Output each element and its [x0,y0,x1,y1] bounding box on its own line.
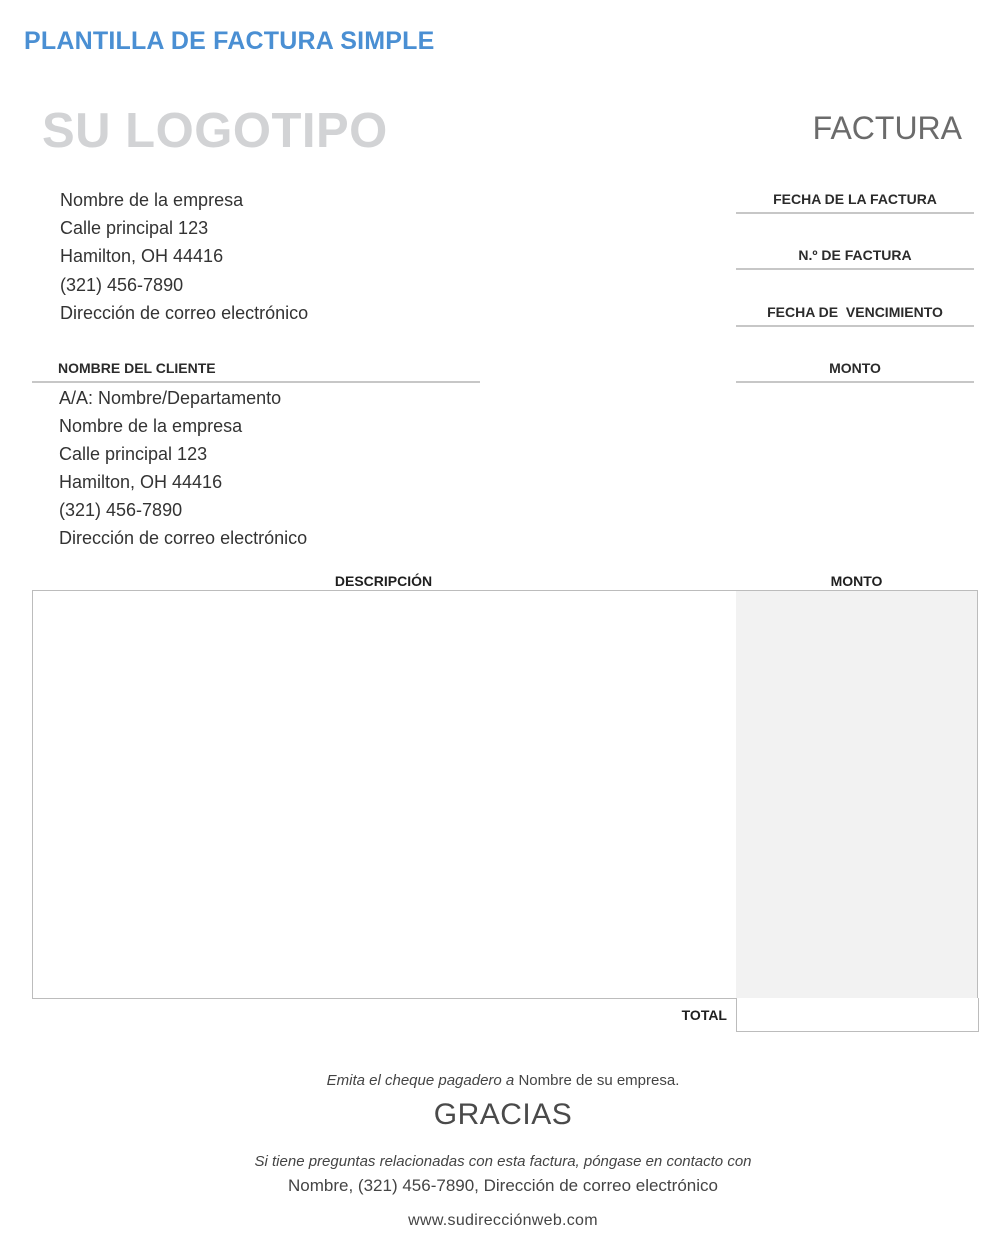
amount-cell[interactable] [736,590,978,999]
check-note-company: Nombre de su empresa. [518,1072,680,1089]
sender-email: Dirección de correo electrónico [60,302,309,323]
client-company: Nombre de la empresa [59,416,243,436]
sender-address-block [60,188,308,329]
check-note-italic: Emita el cheque pagadero a [326,1072,515,1089]
description-cell[interactable] [32,590,737,999]
sender-street: Calle principal 123 [60,218,209,239]
client-address-block [59,386,307,554]
total-label: TOTAL [681,1007,727,1023]
total-cell[interactable] [736,998,979,1032]
logo-placeholder: SU LOGOTIPO [42,104,388,158]
questions-note: Si tiene preguntas relacionadas con esta factura, póngase en contacto con [254,1153,752,1170]
invoice-date-label: FECHA DE LA FACTURA [736,191,974,214]
client-name-label [32,360,480,383]
amount-label: MONTO [736,360,974,383]
client-name-label-text: NOMBRE DEL CLIENTE [58,360,216,376]
website-link[interactable]: www.sudirecciónweb.com [408,1212,598,1229]
client-phone: (321) 456-7890 [59,500,183,520]
thanks-heading: GRACIAS [433,1098,573,1131]
client-city: Hamilton, OH 44416 [59,472,223,492]
contact-line: Nombre, (321) 456-7890, Dirección de correo electrónico [288,1176,718,1195]
client-street: Calle principal 123 [59,444,208,464]
sender-company: Nombre de la empresa [60,190,244,210]
client-email: Dirección de correo electrónico [59,528,308,548]
due-date-label: FECHA DE VENCIMIENTO [736,304,974,327]
sender-phone: (321) 456-7890 [60,274,184,295]
check-payable-note [0,1072,1000,1089]
sender-city: Hamilton, OH 44416 [60,246,224,267]
document-type-heading: FACTURA [812,110,962,146]
page-title: PLANTILLA DE FACTURA SIMPLE [24,27,435,55]
client-attention: A/A: Nombre/Departamento [59,388,282,408]
description-column-header: DESCRIPCIÓN [334,573,433,589]
invoice-number-label: N.º DE FACTURA [736,247,974,270]
amount-column-header: MONTO [830,573,883,589]
